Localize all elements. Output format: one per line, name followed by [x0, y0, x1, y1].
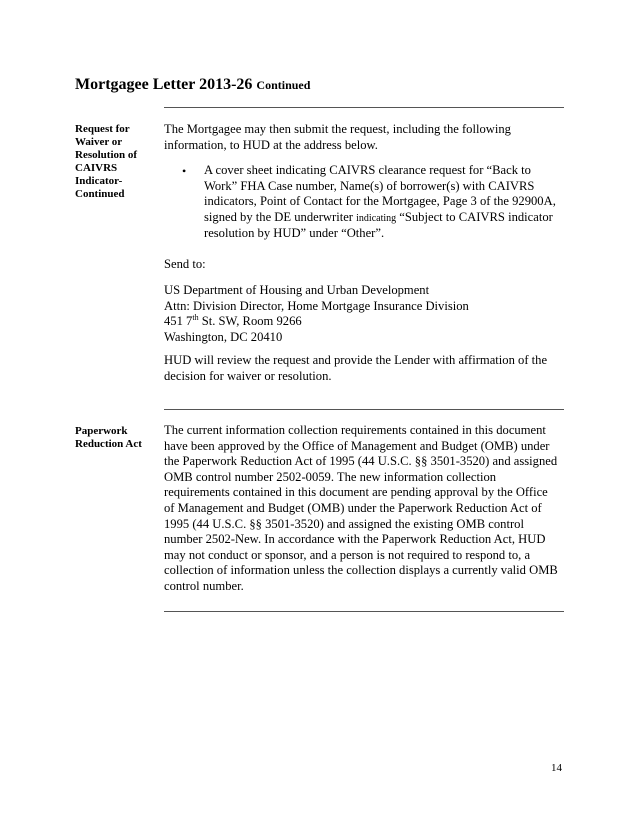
address-block	[164, 283, 564, 345]
side-label-line: Continued	[75, 188, 125, 200]
body-line: requirements contained in this document are pending approval by the Office	[164, 485, 548, 500]
bullet-icon: •	[182, 164, 187, 178]
body-line: number 2502-New. In accordance with the Paperwork Reduction Act, HUD	[164, 532, 546, 547]
send-to-label: Send to:	[164, 257, 206, 271]
page-title	[75, 76, 310, 94]
closing-line: decision for waiver or resolution.	[164, 368, 332, 383]
bullet-line: indicators, Point of Contact for the Mortgagee, Page 3 of the 92900A,	[204, 194, 556, 209]
section1-closing	[164, 353, 564, 384]
intro-line: information, to HUD at the address below.	[164, 137, 378, 152]
divider-middle	[164, 409, 564, 410]
side-label-line: Reduction Act	[75, 438, 142, 450]
ordinal-suffix: th	[192, 313, 199, 322]
bullet-line4-pre: signed by the DE underwriter	[204, 209, 357, 224]
divider-top	[164, 107, 564, 108]
bullet-line: Work” FHA Case number, Name(s) of borrower(s) with CAIVRS	[204, 178, 535, 193]
divider-bottom	[164, 611, 564, 612]
side-label-line: Request for	[75, 123, 130, 135]
letter-subtitle: Continued	[256, 78, 311, 92]
body-line: of Management and Budget (OMB) under the Paperwork Reduction Act of	[164, 500, 542, 515]
page-number: 14	[551, 762, 562, 774]
address-line: US Department of Housing and Urban Development	[164, 283, 430, 297]
body-line: have been approved by the Office of Management and Budget (OMB) under	[164, 438, 550, 453]
letter-title: Mortgagee Letter 2013-26	[75, 76, 253, 93]
section1-intro	[164, 122, 564, 153]
body-line: The current information collection requirements contained in this document	[164, 423, 546, 437]
address-line-3: 451 7th St. SW, Room 9266	[164, 313, 302, 329]
bullet-line4-post: “Subject to CAIVRS indicator	[396, 209, 553, 224]
closing-line: HUD will review the request and provide the Lender with affirmation of the	[164, 353, 548, 367]
section2-side-label	[75, 425, 159, 451]
bullet-line: A cover sheet indicating CAIVRS clearance request for “Back to	[204, 163, 531, 177]
section1-bullet-item	[204, 163, 564, 242]
side-label-line: CAIVRS	[75, 162, 118, 174]
body-line: may not conduct or sponsor, and a person is not required to respond to, a	[164, 547, 531, 562]
side-label-line: Indicator-	[75, 175, 123, 187]
body-line: collection of information unless the collection displays a currently valid OMB	[164, 563, 558, 578]
body-line: OMB control number 2502-0059. The new information collection	[164, 469, 497, 484]
body-line: the Paperwork Reduction Act of 1995 (44 U.S.C. §§ 3501-3520) and assigned	[164, 454, 558, 469]
side-label-line: Paperwork	[75, 425, 128, 437]
body-line: 1995 (44 U.S.C. §§ 3501-3520) and assigned the existing OMB control	[164, 516, 524, 531]
address-line: Washington, DC 20410	[164, 329, 283, 344]
section1-side-label	[75, 123, 159, 201]
side-label-line: Resolution of	[75, 149, 138, 161]
intro-line: The Mortgagee may then submit the request, including the following	[164, 122, 511, 136]
bullet-line: resolution by HUD” under “Other”.	[204, 226, 385, 241]
bullet-line-4	[204, 210, 564, 227]
address-line: Attn: Division Director, Home Mortgage Insurance Division	[164, 298, 469, 313]
side-label-line: Waiver or	[75, 136, 123, 148]
section2-body	[164, 423, 564, 595]
body-line: control number.	[164, 578, 244, 593]
bullet-line4-small: indicating	[356, 212, 397, 224]
